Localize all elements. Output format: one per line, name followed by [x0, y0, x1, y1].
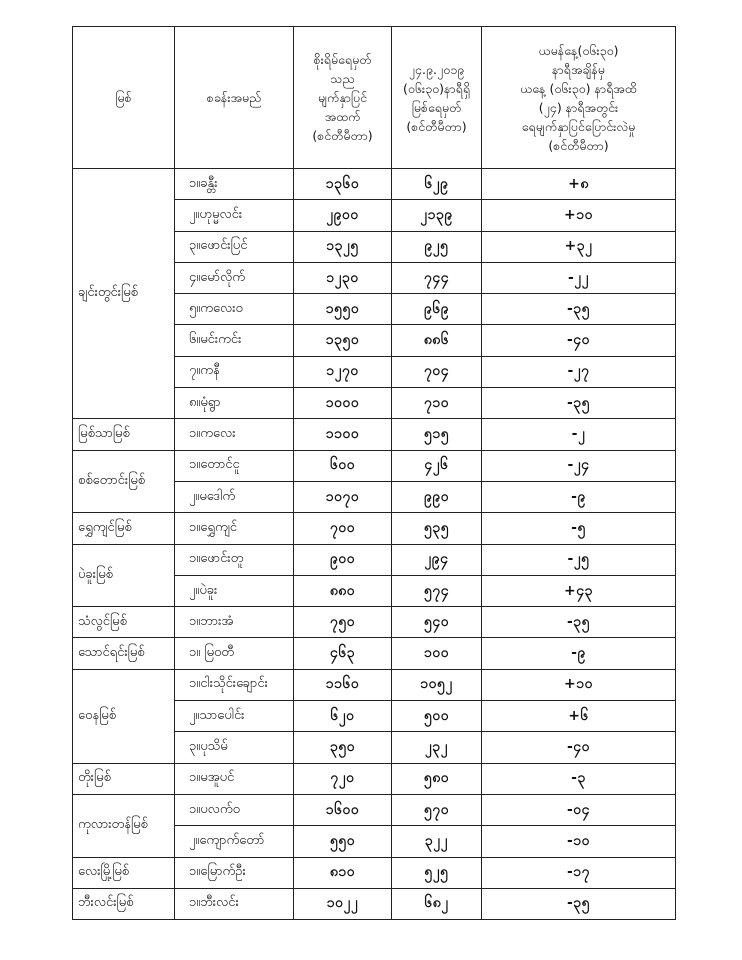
station-name: ၁။ဘီးလင်း: [175, 888, 294, 919]
station-name: ၃။ဖောင်းပြင်: [175, 231, 294, 262]
level-change: -၄၀: [482, 325, 676, 356]
danger-level: ၈၈၀: [294, 575, 392, 606]
river-name: ရွှေကျင်မြစ်: [73, 513, 175, 544]
station-name: ၄။မော်လိုက်: [175, 262, 294, 293]
danger-level: ၁၃၅၀: [294, 325, 392, 356]
station-name: ၁။ မြဝတီ: [175, 638, 294, 669]
table-row: [73, 607, 676, 638]
danger-level: ၃၅၀: [294, 732, 392, 763]
danger-level: ၆၂၀: [294, 701, 392, 732]
current-level: ၅၁၅: [392, 419, 482, 450]
river-name: ဘီးလင်းမြစ်: [73, 888, 175, 919]
current-level: ၇၁၀: [392, 388, 482, 419]
current-level: ၆၂၉: [392, 169, 482, 200]
level-change: -၂၇: [482, 356, 676, 387]
current-level: ၉၂၅: [392, 231, 482, 262]
header-line: စိုးရိမ်ရေမှတ်: [313, 52, 372, 67]
level-change: -၂၂: [482, 262, 676, 293]
river-name: စစ်တောင်းမြစ်: [73, 450, 175, 513]
table-body: [73, 169, 676, 920]
table-row: [73, 669, 676, 700]
level-change: +၃၂: [482, 231, 676, 262]
danger-level: ၇၂၀: [294, 763, 392, 794]
water-level-table: [72, 26, 676, 920]
level-change: -၄၀: [482, 732, 676, 763]
station-name: ၁။မအူပင်: [175, 763, 294, 794]
level-change: -၁၇: [482, 857, 676, 888]
danger-level: ၁၅၅၀: [294, 294, 392, 325]
level-change: -၂၅: [482, 544, 676, 575]
level-change: -၁၀: [482, 826, 676, 857]
level-change: -၃၅: [482, 607, 676, 638]
danger-level: ၁၃၂၅: [294, 231, 392, 262]
level-change: -၂: [482, 419, 676, 450]
header-current-level: [392, 27, 482, 169]
header-change: [482, 27, 676, 169]
danger-level: ၇၅၀: [294, 607, 392, 638]
river-name: တိုးမြစ်: [73, 763, 175, 794]
current-level: ၄၂၆: [392, 450, 482, 481]
danger-level: ၁၃၆၀: [294, 169, 392, 200]
danger-level: ၁၀၀၀: [294, 388, 392, 419]
current-level: ၂၉၄: [392, 544, 482, 575]
header-line: (၂၄) နာရီအတွင်း: [538, 99, 619, 115]
station-name: ၂။သာပေါင်း: [175, 701, 294, 732]
header-line: မျက်နှာပြင်: [317, 90, 368, 105]
current-level: ၅၇၀: [392, 794, 482, 825]
danger-level: ၈၁၀: [294, 857, 392, 888]
danger-level: ၁၆၀၀: [294, 794, 392, 825]
header-line: မြစ်ရေမှတ်: [411, 99, 462, 115]
header-line: သည: [330, 71, 355, 86]
station-name: ၁။ငါးသိုင်းချောင်း: [175, 669, 294, 700]
current-level: ၆၈၂: [392, 888, 482, 919]
level-change: +၆: [482, 701, 676, 732]
table-row: [73, 763, 676, 794]
header-danger-level: [294, 27, 392, 169]
danger-level: ၂၉၀၀: [294, 200, 392, 231]
station-name: ၁။ရွှေကျင်: [175, 513, 294, 544]
station-name: ၁။ခန္တီး: [175, 169, 294, 200]
river-name: သောင်ရင်းမြစ်: [73, 638, 175, 669]
station-name: ၈။မုံရွာ: [175, 388, 294, 419]
level-change: -၃၅: [482, 294, 676, 325]
current-level: ၅၄၀: [392, 607, 482, 638]
header-river: မြစ်: [73, 27, 175, 169]
water-level-sheet: [72, 26, 676, 920]
table-row: [73, 857, 676, 888]
river-name: မြစ်သာမြစ်: [73, 419, 175, 450]
current-level: ၂၃၂: [392, 732, 482, 763]
header-line: နာရီအချိန်မှ: [552, 61, 605, 77]
danger-level: ၁၁၆၀: [294, 669, 392, 700]
header-station: စခန်းအမည်: [175, 27, 294, 169]
current-level: ၁၀၀: [392, 638, 482, 669]
station-name: ၂။ကျောက်တော်: [175, 826, 294, 857]
header-line: ရေမျက်နှာပြင်ပြောင်းလဲမှု: [521, 118, 636, 134]
station-name: ၁။တောင်ငူ: [175, 450, 294, 481]
station-name: ၃။ပုသိမ်: [175, 732, 294, 763]
danger-level: ၉၀၀: [294, 544, 392, 575]
table-row: [73, 544, 676, 575]
danger-level: ၄၆၃: [294, 638, 392, 669]
river-name: ပဲခူးမြစ်: [73, 544, 175, 607]
station-name: ၆။မင်းကင်း: [175, 325, 294, 356]
level-change: +၄၃: [482, 575, 676, 606]
current-level: ၉၉၀: [392, 481, 482, 512]
station-name: ၂။ပဲခူး: [175, 575, 294, 606]
level-change: +၈: [482, 169, 676, 200]
table-row: [73, 513, 676, 544]
station-name: ၁။ပလက်ဝ: [175, 794, 294, 825]
table-row: [73, 419, 676, 450]
current-level: ၈၈၆: [392, 325, 482, 356]
current-level: ၅၃၅: [392, 513, 482, 544]
table-row: [73, 888, 676, 919]
river-name: သံလွင်မြစ်: [73, 607, 175, 638]
table-row: [73, 794, 676, 825]
level-change: +၁၀: [482, 669, 676, 700]
current-level: ၅၇၄: [392, 575, 482, 606]
station-name: ၁။မြောက်ဦး: [175, 857, 294, 888]
danger-level: ၁၁၀၀: [294, 419, 392, 450]
header-line: (စင်တီမီတာ): [406, 118, 467, 134]
current-level: ၁၀၅၂: [392, 669, 482, 700]
river-name: ကုလားတန်မြစ်: [73, 794, 175, 857]
station-name: ၁။ဖောင်းတူ: [175, 544, 294, 575]
table-row: [73, 450, 676, 481]
header-line: (စင်တီမီတာ): [548, 137, 609, 153]
river-name: ဝေနမြစ်: [73, 669, 175, 763]
level-change: -၅: [482, 513, 676, 544]
header-line: (၀၆း၃၀)နာရီရှိ: [402, 80, 471, 96]
river-name: လေးမြို့မြစ်: [73, 857, 175, 888]
danger-level: ၁၀၇၀: [294, 481, 392, 512]
level-change: -၂၄: [482, 450, 676, 481]
current-level: ၅၀၀: [392, 701, 482, 732]
header-line: ယမန်နေ့(၀၆း၃၀): [538, 42, 619, 58]
level-change: -၃၅: [482, 888, 676, 919]
level-change: -၀၄: [482, 794, 676, 825]
current-level: ၉၆၉: [392, 294, 482, 325]
table-row: [73, 638, 676, 669]
station-name: ၇။ကနီ: [175, 356, 294, 387]
station-name: ၁။ဘားအံ: [175, 607, 294, 638]
station-name: ၁။ကလေး: [175, 419, 294, 450]
current-level: ၅၈၀: [392, 763, 482, 794]
table-row: [73, 169, 676, 200]
current-level: ၇၄၄: [392, 262, 482, 293]
danger-level: ၁၂၇၀: [294, 356, 392, 387]
header-line: ၂၄.၉.၂၀၁၉: [408, 61, 465, 77]
river-name: ချင်းတွင်းမြစ်: [73, 169, 175, 419]
station-name: ၅။ကလေးဝ: [175, 294, 294, 325]
level-change: -၃: [482, 763, 676, 794]
level-change: +၁၀: [482, 200, 676, 231]
header-row: [73, 27, 676, 169]
header-line: အထက်: [324, 109, 361, 124]
danger-level: ၇၀၀: [294, 513, 392, 544]
danger-level: ၁၀၂၂: [294, 888, 392, 919]
level-change: -၃၅: [482, 388, 676, 419]
danger-level: ၁၂၃၀: [294, 262, 392, 293]
level-change: -၉: [482, 638, 676, 669]
level-change: -၉: [482, 481, 676, 512]
station-name: ၂။ဟုမ္မလင်း: [175, 200, 294, 231]
current-level: ၅၂၅: [392, 857, 482, 888]
station-name: ၂။မဒေါက်: [175, 481, 294, 512]
current-level: ၃၂၂: [392, 826, 482, 857]
header-line: (စင်တီမီတာ): [312, 128, 373, 143]
danger-level: ၆၀၀: [294, 450, 392, 481]
danger-level: ၅၅၀: [294, 826, 392, 857]
current-level: ၇၀၄: [392, 356, 482, 387]
current-level: ၂၁၃၉: [392, 200, 482, 231]
header-line: ယနေ့ (၀၆း၃၀) နာရီအထိ: [520, 80, 637, 96]
